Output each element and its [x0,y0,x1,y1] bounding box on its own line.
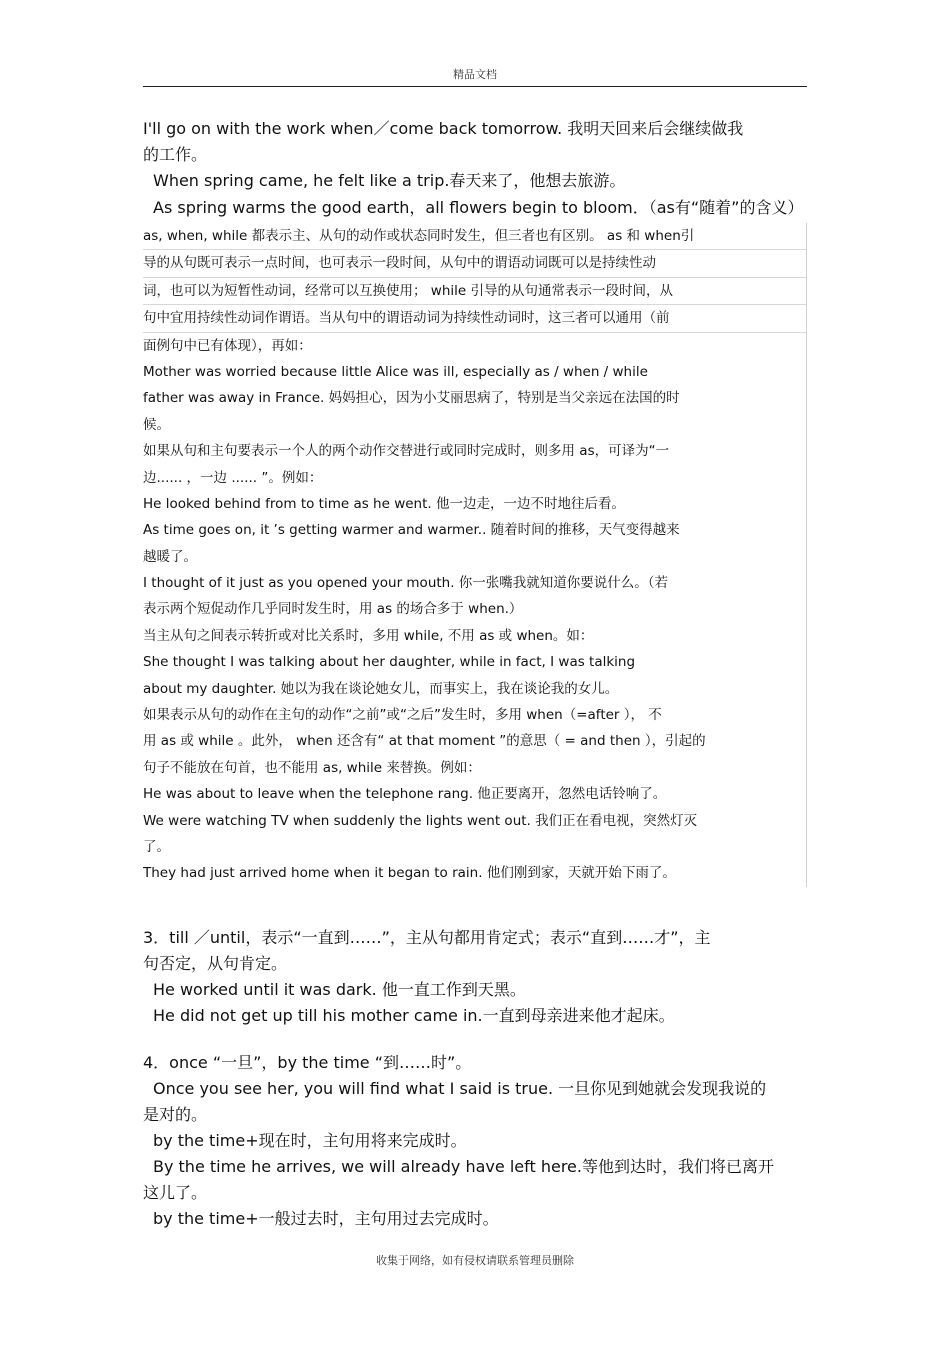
intro-line-4: As spring warms the good earth，all flowers begin to bloom．（as有“随着”的含义） [153,198,804,217]
section-till-until [143,925,807,1029]
text-line: 用 as 或 while 。此外， when 还含有“ at that moment ”的意思（ = and then ），引起的 [143,728,807,754]
section-once-by-the-time [143,1050,807,1232]
page-header: 精品文档 [453,68,497,81]
text-line: 句中宜用持续性动词作谓语。当从句中的谓语动词为持续性动词时，这三者可以通用（前 [143,305,807,332]
intro-line-2: 的工作。 [143,145,208,164]
text-line: as, when, while 都表示主、从句的动作或状态同时发生，但三者也有区别。 as 和 when引 [143,223,807,250]
example-line: He worked until it was dark. 他一直工作到天黑。 [153,980,526,999]
example-line: He did not get up till his mother came in.一直到母亲进来他才起床。 [153,1006,675,1025]
text-line: 句子不能放在句首，也不能用 as, while 来替换。例如： [143,755,807,781]
text-line: We were watching TV when suddenly the lights went out. 我们正在看电视，突然灯灭 [143,808,807,834]
intro-line-3: When spring came, he felt like a trip.春天来了，他想去旅游。 [153,171,626,190]
intro-line-1: I'll go on with the work when／come back tomorrow. 我明天回来后会继续做我 [143,119,744,138]
text-line: about my daughter. 她以为我在谈论她女儿，而事实上，我在谈论我的女儿。 [143,676,807,702]
as-when-while-section [143,223,807,887]
example-line: By the time he arrives, we will already have left here.等他到达时，我们将已离开 [153,1157,774,1176]
text-line: 候。 [143,412,807,438]
text-line: 越暖了。 [143,544,807,570]
text-line: He was about to leave when the telephone rang. 他正要离开，忽然电话铃响了。 [143,781,807,807]
text-line: 边...... ，一边 ...... ”。例如： [143,465,807,491]
text-line: 如果从句和主句要表示一个人的两个动作交替进行或同时完成时，则多用 as，可译为“一 [143,438,807,464]
section-heading: 3．till ／until，表示“一直到……”，主从句都用肯定式；表示“直到……才”，主 [143,928,711,947]
text-line: She thought I was talking about her daughter, while in fact, I was talking [143,649,807,675]
text-line: 导的从句既可表示一点时间，也可表示一段时间，从句中的谓语动词既可以是持续性动 [143,250,807,277]
section-heading: 4．once “一旦”，by the time “到……时”。 [143,1053,472,1072]
example-line: Once you see her, you will find what I said is true. 一旦你见到她就会发现我说的 [153,1079,767,1098]
text-line: He looked behind from to time as he went. 他一边走，一边不时地往后看。 [143,491,807,517]
text-line: Mother was worried because little Alice was ill, especially as / when / while [143,359,807,385]
text-line: 当主从句之间表示转折或对比关系时，多用 while, 不用 as 或 when。如： [143,623,807,649]
text-line: father was away in France. 妈妈担心，因为小艾丽思病了，特别是当父亲远在法国的时 [143,385,807,411]
text-line: As time goes on, it ’s getting warmer and warmer.. 随着时间的推移，天气变得越来 [143,517,807,543]
text-line: 如果表示从句的动作在主句的动作“之前”或“之后”发生时，多用 when（=after ）， 不 [143,702,807,728]
text-line: 词，也可以为短暂性动词，经常可以互换使用； while 引导的从句通常表示一段时间，从 [143,278,807,305]
text-line: 了。 [143,834,807,860]
text-line: They had just arrived home when it began to rain. 他们刚到家，天就开始下雨了。 [143,860,807,886]
text-line: by the time+一般过去时，主句用过去完成时。 [153,1209,499,1228]
text-line: 这儿了。 [143,1183,208,1202]
header-divider [143,86,807,87]
text-line: I thought of it just as you opened your mouth. 你一张嘴我就知道你要说什么。（若 [143,570,807,596]
text-line: by the time+现在时，主句用将来完成时。 [153,1131,467,1150]
text-line: 句否定，从句肯定。 [143,954,288,973]
text-line: 是对的。 [143,1105,208,1124]
text-line: 表示两个短促动作几乎同时发生时，用 as 的场合多于 when.） [143,596,807,622]
text-line: 面例句中已有体现），再如： [143,333,807,359]
page-footer: 收集于网络，如有侵权请联系管理员删除 [376,1254,574,1267]
